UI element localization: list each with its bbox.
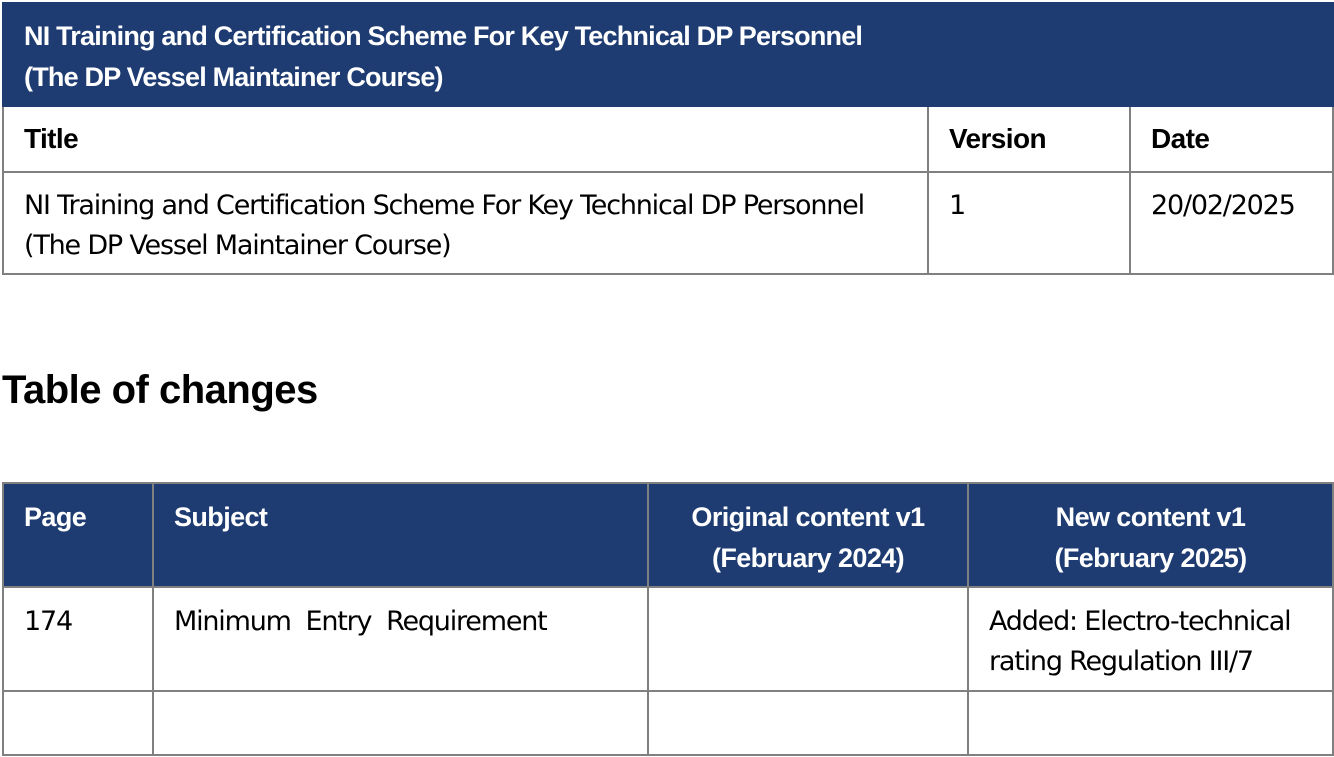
date-column-header: Date <box>1130 106 1333 172</box>
new-content-line-2: rating Regulation III/7 <box>989 646 1253 677</box>
page-column-header: Page <box>3 483 153 587</box>
original-content-cell <box>648 587 968 691</box>
banner-line-1: NI Training and Certification Scheme For Key Technical DP Personnel <box>24 21 863 51</box>
changes-header-row <box>3 483 1333 587</box>
document-info-table <box>2 2 1334 275</box>
new-header-line-1: New content v1 <box>1055 502 1246 532</box>
document-title-cell <box>3 172 928 274</box>
version-column-header: Version <box>928 106 1130 172</box>
subject-cell <box>153 691 648 755</box>
new-content-cell <box>968 587 1333 691</box>
original-header-line-2: (February 2024) <box>711 543 905 573</box>
new-content-column-header <box>968 483 1333 587</box>
subject-column-header: Subject <box>153 483 648 587</box>
document-date-cell: 20/02/2025 <box>1130 172 1333 274</box>
subject-cell: Minimum Entry Requirement <box>153 587 648 691</box>
changes-table <box>2 482 1334 756</box>
new-content-cell <box>968 691 1333 755</box>
document-title-line-2: (The DP Vessel Maintainer Course) <box>24 230 451 261</box>
new-header-line-2: (February 2025) <box>1054 543 1247 573</box>
document-banner <box>3 3 1333 106</box>
original-header-line-1: Original content v1 <box>691 502 925 532</box>
table-row <box>3 691 1333 755</box>
table-row <box>3 587 1333 691</box>
page-cell: 174 <box>3 587 153 691</box>
original-content-cell <box>648 691 968 755</box>
title-column-header: Title <box>3 106 928 172</box>
banner-line-2: (The DP Vessel Maintainer Course) <box>24 62 443 92</box>
original-content-column-header <box>648 483 968 587</box>
changes-heading: Table of changes <box>2 368 318 412</box>
document-version-cell: 1 <box>928 172 1130 274</box>
document-title-line-1: NI Training and Certification Scheme For Key Technical DP Personnel <box>24 190 864 221</box>
new-content-line-1: Added: Electro-technical <box>989 606 1291 637</box>
page-cell <box>3 691 153 755</box>
